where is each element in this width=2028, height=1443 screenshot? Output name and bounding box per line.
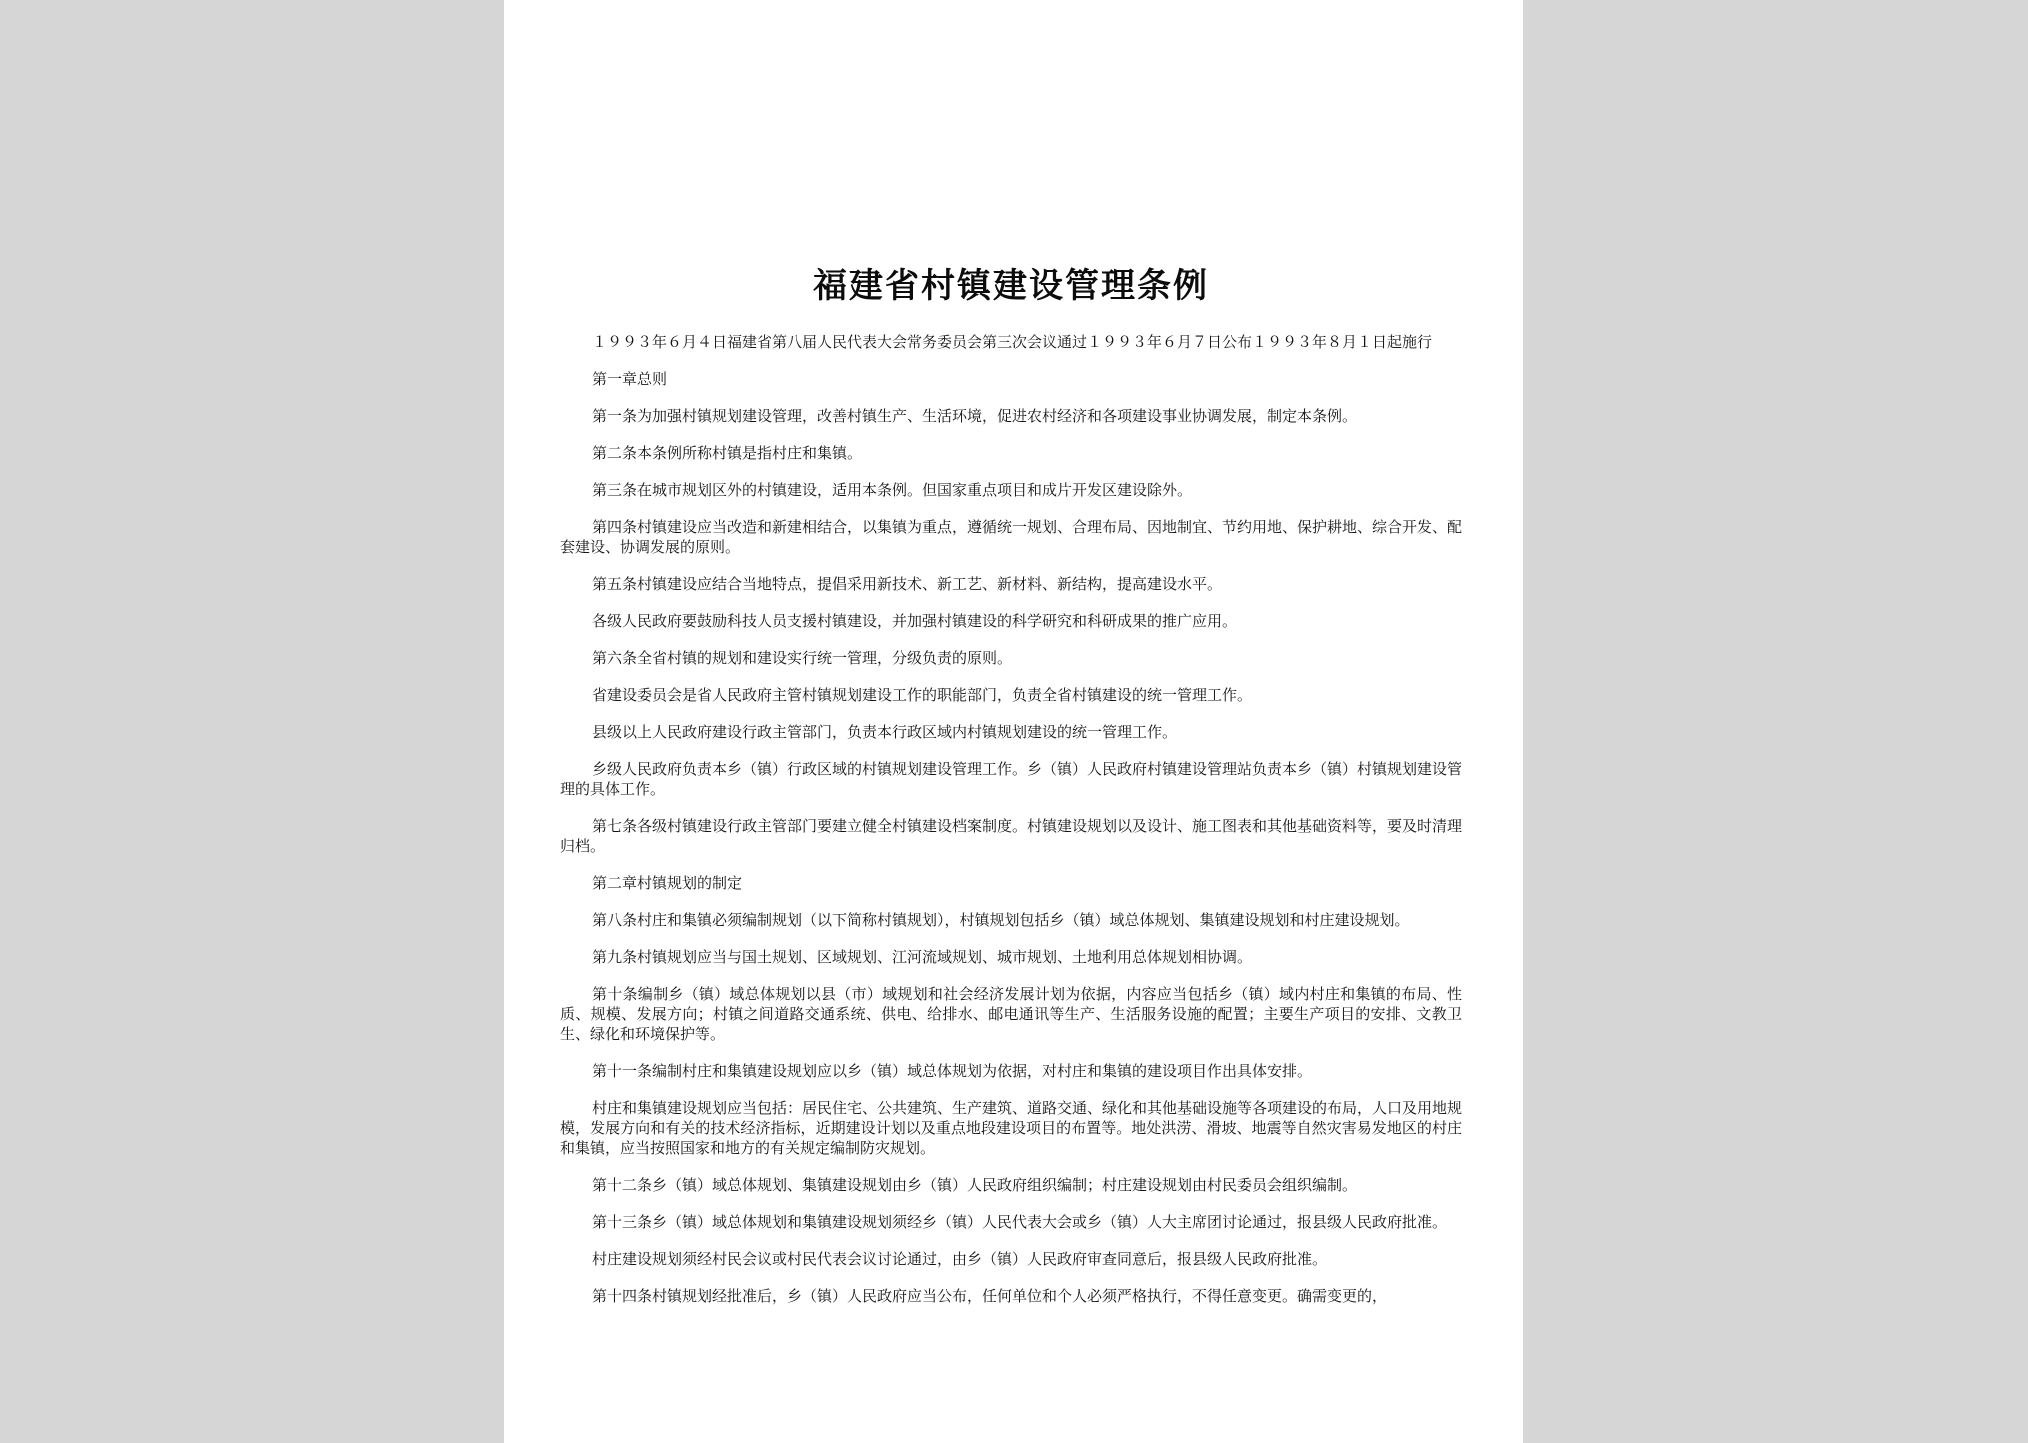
article-paragraph: 各级人民政府要鼓励科技人员支援村镇建设，并加强村镇建设的科学研究和科研成果的推广应用。 [592, 612, 1238, 630]
chapter-heading: 第二章村镇规划的制定 [592, 874, 743, 892]
article-paragraph: 乡级人民政府负责本乡（镇）行政区域的村镇规划建设管理工作。乡（镇）人民政府村镇建设管理站负责本乡（镇）村镇规划建设管理的具体工作。 [560, 760, 1463, 798]
article-paragraph: 第六条全省村镇的规划和建设实行统一管理，分级负责的原则。 [592, 649, 1013, 667]
article-paragraph: 村庄和集镇建设规划应当包括：居民住宅、公共建筑、生产建筑、道路交通、绿化和其他基础设施等各项建设的布局，人口及用地规模，发展方向和有关的技术经济指标，近期建设计划以及重点地段建设项目的布置等。地处洪涝、滑坡、地震等自然灾害易发地区的村庄和集镇，应当按照国家和地方的有关规定编制防灾规划。 [560, 1099, 1463, 1157]
article-paragraph: 村庄建设规划须经村民会议或村民代表会议讨论通过，由乡（镇）人民政府审查同意后，报县级人民政府批准。 [592, 1250, 1328, 1268]
article-paragraph: 省建设委员会是省人民政府主管村镇规划建设工作的职能部门，负责全省村镇建设的统一管理工作。 [592, 686, 1253, 704]
article-paragraph: 第三条在城市规划区外的村镇建设，适用本条例。但国家重点项目和成片开发区建设除外。 [592, 481, 1193, 499]
article-paragraph: 第九条村镇规划应当与国土规划、区域规划、江河流域规划、城市规划、土地利用总体规划相协调。 [592, 948, 1253, 966]
article-paragraph: 第四条村镇建设应当改造和新建相结合，以集镇为重点，遵循统一规划、合理布局、因地制宜、节约用地、保护耕地、综合开发、配套建设、协调发展的原则。 [560, 518, 1463, 556]
article-paragraph: 第十二条乡（镇）域总体规划、集镇建设规划由乡（镇）人民政府组织编制；村庄建设规划由村民委员会组织编制。 [592, 1176, 1358, 1194]
article-paragraph: 第一条为加强村镇规划建设管理，改善村镇生产、生活环境，促进农村经济和各项建设事业协调发展，制定本条例。 [592, 407, 1358, 425]
preamble: １９９３年６月４日福建省第八届人民代表大会常务委员会第三次会议通过１９９３年６月７日公布１９９３年８月１日起施行 [592, 333, 1433, 351]
document-page [504, 0, 1523, 1443]
article-paragraph: 县级以上人民政府建设行政主管部门，负责本行政区域内村镇规划建设的统一管理工作。 [592, 723, 1178, 741]
article-paragraph: 第十条编制乡（镇）域总体规划以县（市）域规划和社会经济发展计划为依据，内容应当包括乡（镇）域内村庄和集镇的布局、性质、规模、发展方向；村镇之间道路交通系统、供电、给排水、邮电通讯等生产、生活服务设施的配置；主要生产项目的安排、文教卫生、绿化和环境保护等。 [560, 985, 1462, 1043]
article-paragraph: 第二条本条例所称村镇是指村庄和集镇。 [592, 444, 863, 462]
chapter-heading: 第一章总则 [592, 370, 668, 388]
article-paragraph: 第七条各级村镇建设行政主管部门要建立健全村镇建设档案制度。村镇建设规划以及设计、施工图表和其他基础资料等，要及时清理归档。 [560, 817, 1463, 855]
article-paragraph: 第八条村庄和集镇必须编制规划（以下简称村镇规划），村镇规划包括乡（镇）域总体规划、集镇建设规划和村庄建设规划。 [592, 911, 1410, 929]
article-paragraph: 第十三条乡（镇）域总体规划和集镇建设规划须经乡（镇）人民代表大会或乡（镇）人大主席团讨论通过，报县级人民政府批准。 [592, 1213, 1448, 1231]
article-paragraph: 第十四条村镇规划经批准后，乡（镇）人民政府应当公布，任何单位和个人必须严格执行，不得任意变更。确需变更的， [592, 1287, 1388, 1305]
document-title: 福建省村镇建设管理条例 [813, 266, 1209, 306]
article-paragraph: 第五条村镇建设应结合当地特点，提倡采用新技术、新工艺、新材料、新结构，提高建设水平。 [592, 575, 1223, 593]
article-paragraph: 第十一条编制村庄和集镇建设规划应以乡（镇）域总体规划为依据，对村庄和集镇的建设项目作出具体安排。 [592, 1062, 1313, 1080]
